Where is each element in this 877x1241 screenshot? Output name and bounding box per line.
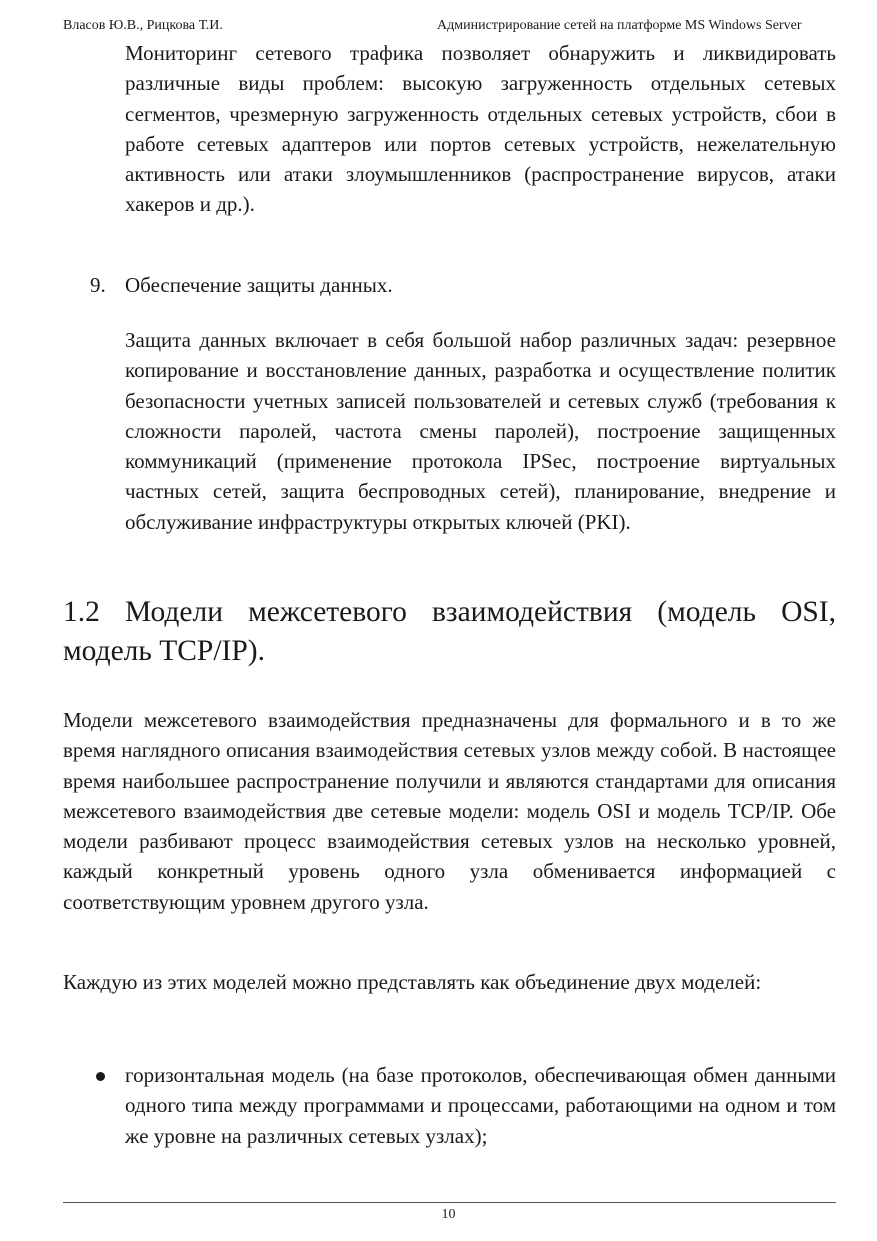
header-authors: Власов Ю.В., Рицкова Т.И. bbox=[63, 18, 223, 33]
section-paragraph: Модели межсетевого взаимодействия предназначены для формального и в то же время наглядного описания взаимодействия сетевых узлов между собой. В настоящее время наибольшее распространение получили и являются стандартами для описания межсетевого взаимодействия две сетевые модели: модель OSI и модель TCP/IP. Обе модели разбивают процесс взаимодействия сетевых узлов на несколько уровней, каждый конкретный уровень одного узла обменивается информацией с соответствующим уровнем другого узла. bbox=[63, 708, 836, 914]
data-protection-paragraph: Защита данных включает в себя большой набор различных задач: резервное копирование и восстановление данных, разработка и осуществление политик безопасности учетных записей пользователей и сетевых служб (требования к сложности паролей, частота смены паролей), построение защищенных коммуникаций (применение протокола IPSec, построение виртуальных частных сетей, защита беспроводных сетей), планирование, внедрение и обслуживание инфраструктуры открытых ключей (PKI). bbox=[125, 328, 836, 534]
list-item-number: 9. bbox=[90, 273, 106, 297]
page-header bbox=[63, 16, 836, 36]
bullet-icon bbox=[96, 1072, 105, 1081]
list-item-title: Обеспечение защиты данных. bbox=[125, 273, 393, 297]
monitoring-paragraph: Мониторинг сетевого трафика позволяет обнаружить и ликвидировать различные виды проблем: высокую загруженность отдельных сетевых сегментов, чрезмерную загруженность отдельных сетевых устройств, сбои в работе сетевых адаптеров или портов сетевых устройств, нежелательную активность или атаки злоумышленников (распространение вирусов, атаки хакеров и др.). bbox=[125, 41, 836, 217]
page-number: 10 bbox=[441, 1207, 456, 1222]
bullet-list-item: горизонтальная модель (на базе протоколов, обеспечивающая обмен данными одного типа между программами и процессами, работающими на одном и том же уровне на различных сетевых узлах); bbox=[125, 1063, 836, 1148]
footer-divider bbox=[63, 1202, 836, 1203]
header-document-title: Администрирование сетей на платформе MS Windows Server bbox=[437, 18, 802, 33]
section-paragraph: Каждую из этих моделей можно представлять как объединение двух моделей: bbox=[63, 970, 762, 994]
section-heading: 1.2 Модели межсетевого взаимодействия (модель OSI, модель TCP/IP). bbox=[63, 596, 836, 667]
